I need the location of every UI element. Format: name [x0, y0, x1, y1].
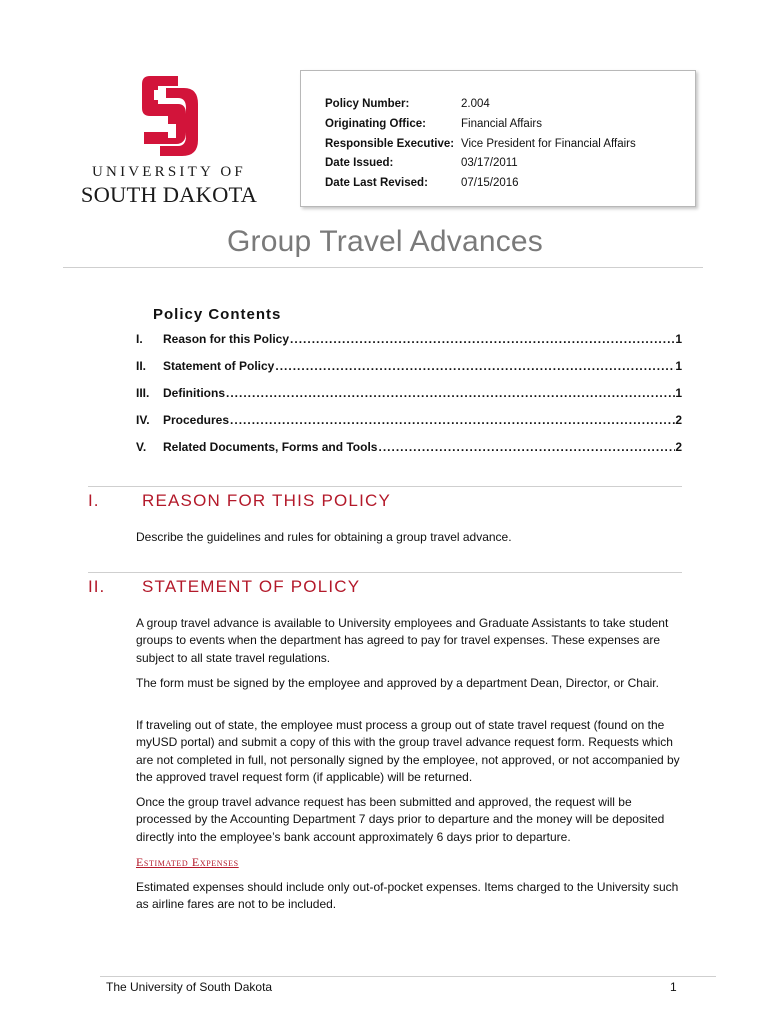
info-label: Responsible Executive: [325, 138, 455, 150]
sd-monogram-icon [138, 74, 200, 158]
toc-number: IV. [136, 413, 150, 427]
section-paragraph: A group travel advance is available to University employees and Graduate Assistants to take student groups to events when the department has agreed to pay for travel expenses. These expenses are subject to all state travel regulations. [136, 616, 669, 665]
toc-page-number: 2 [675, 440, 682, 454]
info-label: Originating Office: [325, 118, 426, 130]
info-value: Financial Affairs [461, 118, 542, 130]
toc-page-number: 1 [675, 359, 682, 373]
info-value: 07/15/2016 [461, 177, 519, 189]
toc-item-procedures[interactable] [136, 413, 682, 429]
toc-number: V. [136, 440, 147, 454]
section-title: REASON FOR THIS POLICY [142, 491, 392, 510]
footer-page-number: 1 [670, 980, 677, 994]
section-paragraph: If traveling out of state, the employee must process a group out of state travel request (found on the myUSD portal) and submit a copy of this with the group travel advance request form. Requests which are not completed in full, not personally signed by the employee, not approved, or not accompanied by the approved travel request form (if applicable) will be returned. [136, 718, 680, 784]
section-number: II. [88, 577, 106, 596]
toc-label: Reason for this Policy [163, 332, 290, 346]
toc-leader [289, 332, 675, 346]
info-row-date-issued [325, 156, 518, 170]
subsection-heading: Estimated Expenses [136, 855, 239, 869]
toc-item-reason[interactable] [136, 332, 682, 348]
toc-label: Related Documents, Forms and Tools [163, 440, 378, 454]
contents-heading: Policy Contents [153, 306, 282, 323]
section-paragraph: The form must be signed by the employee and approved by a department Dean, Director, or Chair. [136, 676, 659, 690]
toc-number: I. [136, 332, 143, 346]
section-divider [88, 486, 682, 487]
toc-page-number: 2 [675, 413, 682, 427]
section-paragraph: Once the group travel advance request has been submitted and approved, the request will be processed by the Accounting Department 7 days prior to departure and the money will be deposited directly into the employee’s bank account approximately 6 days prior to departure. [136, 795, 665, 844]
section-divider [88, 572, 682, 573]
info-label: Policy Number: [325, 98, 410, 110]
info-row-policy-number [325, 97, 490, 111]
usd-logo [70, 74, 270, 214]
toc-item-statement[interactable] [136, 359, 682, 375]
footer-divider [100, 976, 716, 977]
toc-item-definitions[interactable] [136, 386, 682, 402]
toc-leader [225, 386, 675, 400]
toc-page-number: 1 [675, 386, 682, 400]
logo-south-dakota: SOUTH DAKOTA [80, 182, 258, 207]
policy-info-box [300, 70, 696, 207]
info-row-date-last-revised [325, 176, 519, 190]
info-value: 03/17/2011 [461, 157, 518, 169]
toc-leader [229, 413, 675, 427]
title-divider [63, 267, 703, 268]
section-title: STATEMENT OF POLICY [142, 577, 361, 596]
page-title: Group Travel Advances [226, 225, 544, 258]
toc-label: Definitions [163, 386, 225, 400]
toc-item-related-documents[interactable] [136, 440, 682, 456]
section-number: I. [88, 491, 100, 510]
section-paragraph: Describe the guidelines and rules for obtaining a group travel advance. [136, 530, 512, 544]
toc-label: Statement of Policy [163, 359, 275, 373]
toc-leader [274, 359, 675, 373]
info-label: Date Issued: [325, 157, 394, 169]
section-paragraph: Estimated expenses should include only out-of-pocket expenses. Items charged to the University such as airline fares are not to be included. [136, 880, 679, 912]
info-row-responsible-executive [325, 137, 636, 151]
toc-page-number: 1 [675, 332, 682, 346]
toc-leader [377, 440, 675, 454]
info-value: 2.004 [461, 98, 490, 110]
info-label: Date Last Revised: [325, 177, 428, 189]
logo-university-of: UNIVERSITY OF [92, 164, 246, 180]
toc-number: II. [136, 359, 147, 373]
toc-label: Procedures [163, 413, 230, 427]
info-row-originating-office [325, 117, 542, 131]
footer-text: The University of South Dakota [106, 980, 273, 994]
toc-number: III. [136, 386, 150, 400]
info-value: Vice President for Financial Affairs [461, 138, 636, 150]
